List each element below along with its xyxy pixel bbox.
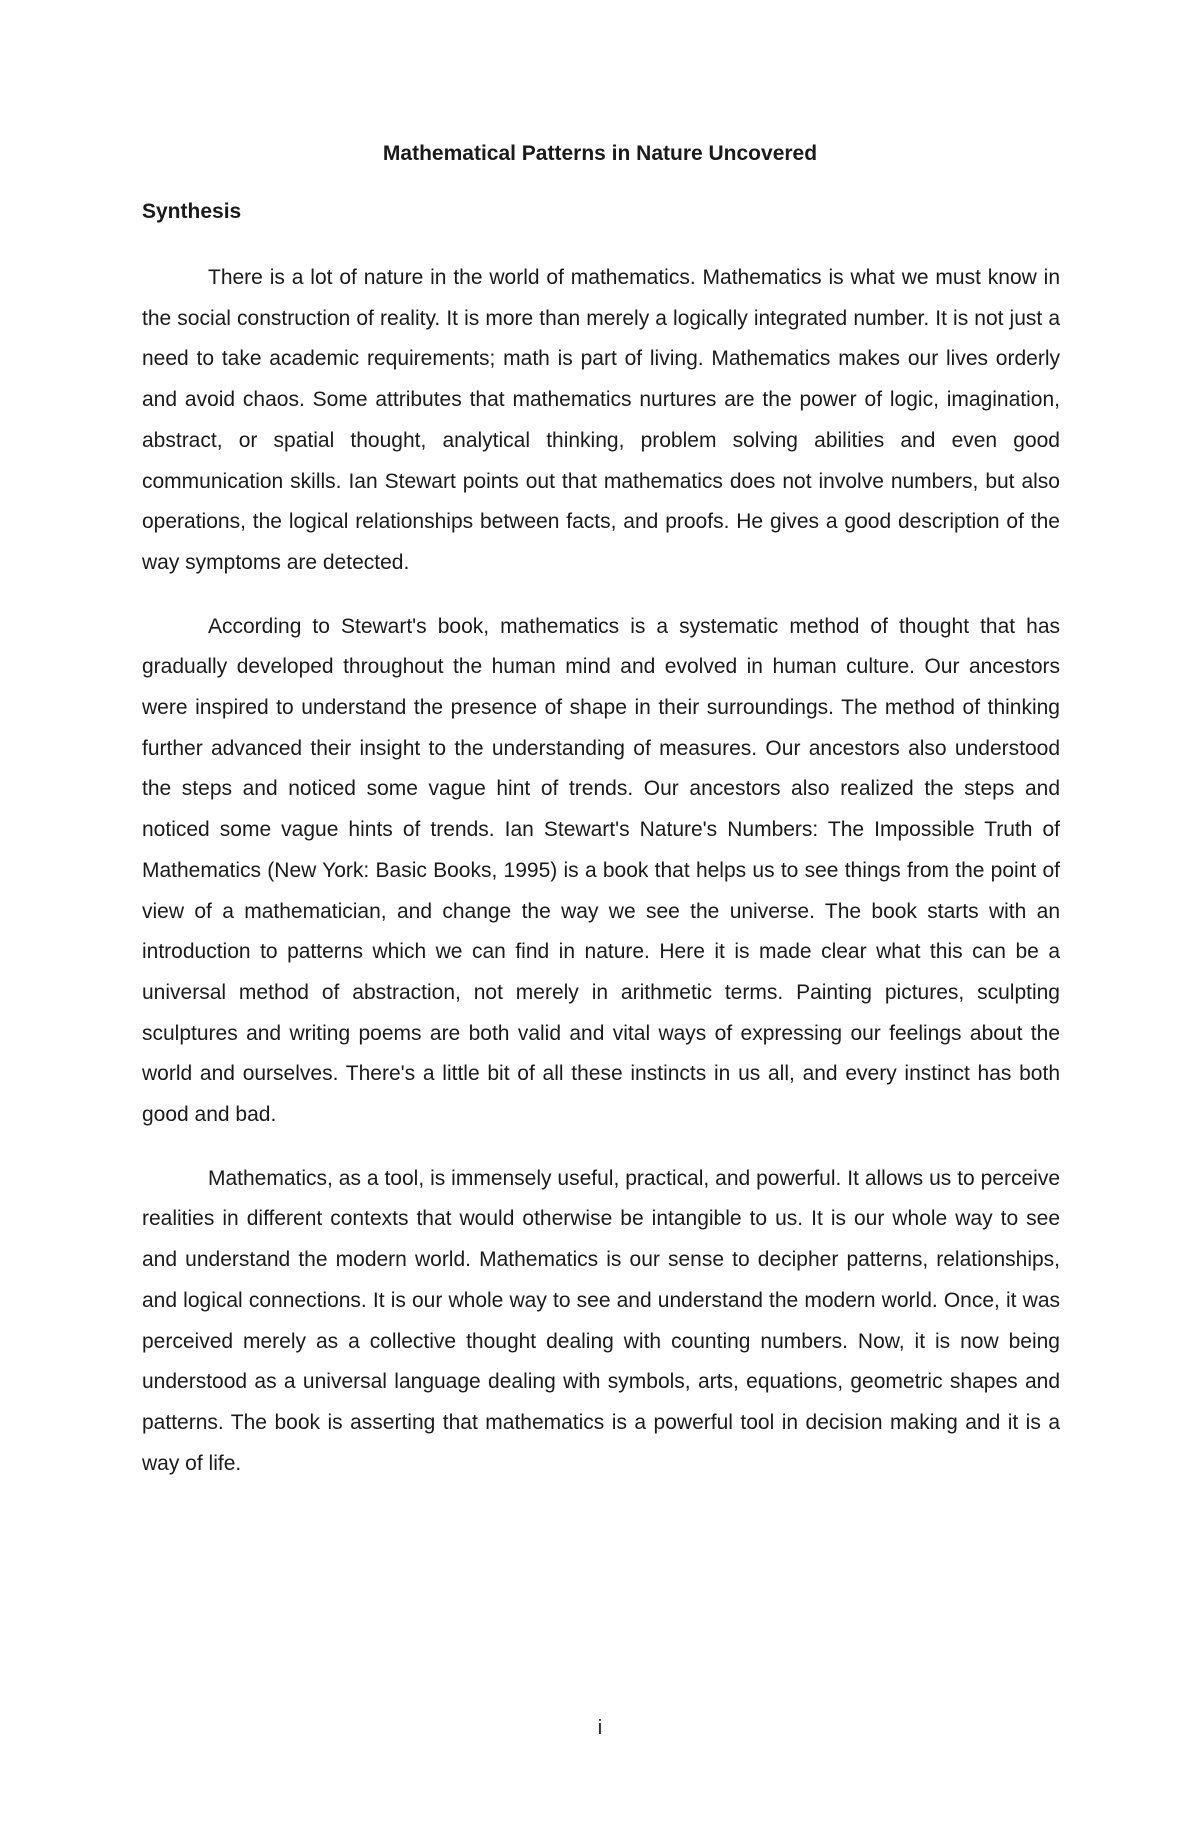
page-number: i — [597, 1717, 603, 1739]
document-body — [142, 258, 1060, 1507]
paragraph-2: According to Stewart's book, mathematics is a systematic method of thought that has gradually developed throughout the human mind and evolved in human culture. Our ancestors were inspired to understand the presence of shape in their surroundings. The method of thinking further advanced their insight to the understanding of measures. Our ancestors also understood the steps and noticed some vague hint of trends. Our ancestors also realized the steps and noticed some vague hints of trends. Ian Stewart's Nature's Numbers: The Impossible Truth of Mathematics (New York: Basic Books, 1995) is a book that helps us to see things from the point of view of a mathematician, and change the way we see the universe. The book starts with an introduction to patterns which we can find in nature. Here it is made clear what this can be a universal method of abstraction, not merely in arithmetic terms. Painting pictures, sculpting sculptures and writing poems are both valid and vital ways of expressing our feelings about the world and ourselves. There's a little bit of all these instincts in us all, and every instinct has both good and bad. — [142, 614, 1060, 1127]
paragraph-3: Mathematics, as a tool, is immensely useful, practical, and powerful. It allows us to perceive realities in different contexts that would otherwise be intangible to us. It is our whole way to see and understand the modern world. Mathematics is our sense to decipher patterns, relationships, and logical connections. It is our whole way to see and understand the modern world. Once, it was perceived merely as a collective thought dealing with counting numbers. Now, it is now being understood as a universal language dealing with symbols, arts, equations, geometric shapes and patterns. The book is asserting that mathematics is a powerful tool in decision making and it is a way of life. — [142, 1166, 1060, 1475]
document-title: Mathematical Patterns in Nature Uncovered — [382, 142, 818, 165]
section-heading: Synthesis — [142, 200, 242, 223]
paragraph-1: There is a lot of nature in the world of mathematics. Mathematics is what we must know in the social construction of reality. It is more than merely a logically integrated number. It is not just a need to take academic requirements; math is part of living. Mathematics makes our lives orderly and avoid chaos. Some attributes that mathematics nurtures are the power of logic, imagination, abstract, or spatial thought, analytical thinking, problem solving abilities and even good communication skills. Ian Stewart points out that mathematics does not involve numbers, but also operations, the logical relationships between facts, and proofs. He gives a good description of the way symptoms are detected. — [142, 266, 1060, 574]
